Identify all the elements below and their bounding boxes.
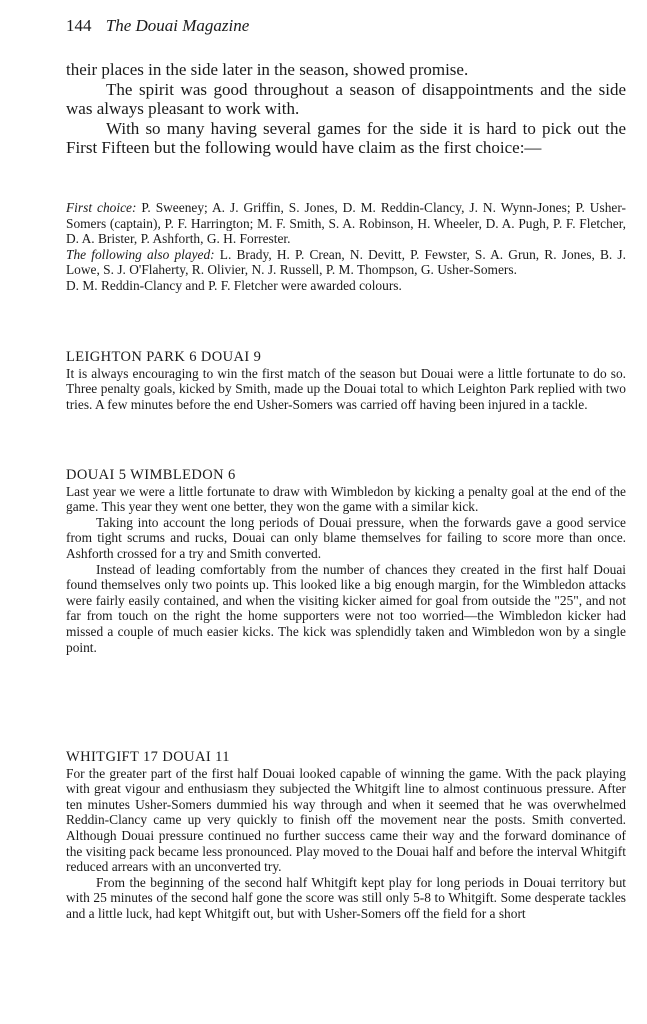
also-played-names: L. Brady, H. P. Crean, N. Devitt, P. Fewster, S. A. Grun, R. Jones, B. J. Lowe, S. J. O'Flaherty, R. Olivier, N. J. Russell, P. M. Thompson, G. Usher-Somers. <box>66 246 626 278</box>
team-selection <box>66 200 626 294</box>
match-paragraph: Last year we were a little fortunate to draw with Wimbledon by kicking a penalty goal at the end of the game. This year they went one better, they won the game with a similar kick. <box>66 483 626 515</box>
match-paragraph: From the beginning of the second half Whitgift kept play for long periods in Douai territory but with 25 minutes of the second half gone the score was still only 5-8 to Whitgift. Some desperate tackles and a little luck, had kept Whitgift out, but with Usher-Somers off the field for a short <box>66 874 626 921</box>
also-played-label: The following also played: <box>66 246 215 262</box>
match-heading: WHITGIFT 17 DOUAI 11 <box>66 749 230 765</box>
match-paragraph: Taking into account the long periods of Douai pressure, when the forwards gave a good service from tight scrums and rucks, Douai can only blame themselves for failing to score more than once. Ashforth crossed for a try and Smith converted. <box>66 514 626 561</box>
match-report-whitgift <box>66 750 626 922</box>
match-heading: DOUAI 5 WIMBLEDON 6 <box>66 467 236 483</box>
colours-note: D. M. Reddin-Clancy and P. F. Fletcher were awarded colours. <box>66 277 402 293</box>
intro-paragraph-1: their places in the side later in the season, showed promise. <box>66 60 469 79</box>
intro-paragraph-2: The spirit was good throughout a season of disappointments and the side was always pleasant to work with. <box>66 79 626 118</box>
intro-section <box>66 60 626 158</box>
intro-paragraph-3: With so many having several games for the side it is hard to pick out the First Fifteen but the following would have claim as the first choice:— <box>66 118 626 157</box>
match-report-leighton-park <box>66 350 626 412</box>
match-paragraph: It is always encouraging to win the first match of the season but Douai were a little fortunate to do so. Three penalty goals, kicked by Smith, made up the Douai total to which Leighton Park replied with two tries. A few minutes before the end Usher-Somers was carried off having been injured in a tackle. <box>66 365 626 412</box>
match-paragraph: For the greater part of the first half Douai looked capable of winning the game. With the pack playing with great vigour and enthusiasm they subjected the Whitgift line to almost continuous pressure. After ten minutes Usher-Somers dummied his way through and when it seemed that he was overwhelmed Reddin-Clancy came up very quickly to finish off the movement near the posts. Smith converted. Although Douai pressure continued no further success came their way and the forward dominance of the visiting pack became less pronounced. Play moved to the Douai half and before the interval Whitgift reduced arrears with an unconverted try. <box>66 765 626 875</box>
match-report-wimbledon <box>66 468 626 655</box>
first-choice-paragraph <box>66 200 626 247</box>
first-choice-names: P. Sweeney; A. J. Griffin, S. Jones, D. M. Reddin-Clancy, J. N. Wynn-Jones; P. Usher-Somers (captain), P. F. Harrington; M. F. Smith, S. A. Robinson, H. Wheeler, D. A. Pugh, P. F. Fletcher, D. A. Brister, P. Ashforth, G. H. Forrester. <box>66 200 626 247</box>
first-choice-label: First choice: <box>66 200 137 215</box>
match-paragraph: Instead of leading comfortably from the number of chances they created in the first half Douai found themselves only two points up. This looked like a big enough margin, for the Wimbledon attacks were fairly easily contained, and when the visiting kicker aimed for goal from outside the "25", and not far from touch on the right the home supporters were not too worried—the Wimbledon kicker had missed a couple of much easier kicks. The kick was splendidly taken and Wimbledon won by a single point. <box>66 561 626 655</box>
match-heading: LEIGHTON PARK 6 DOUAI 9 <box>66 349 262 365</box>
magazine-title: The Douai Magazine <box>105 16 250 35</box>
page-header <box>66 16 249 36</box>
page-number: 144 <box>66 16 92 35</box>
also-played-paragraph <box>66 247 626 278</box>
